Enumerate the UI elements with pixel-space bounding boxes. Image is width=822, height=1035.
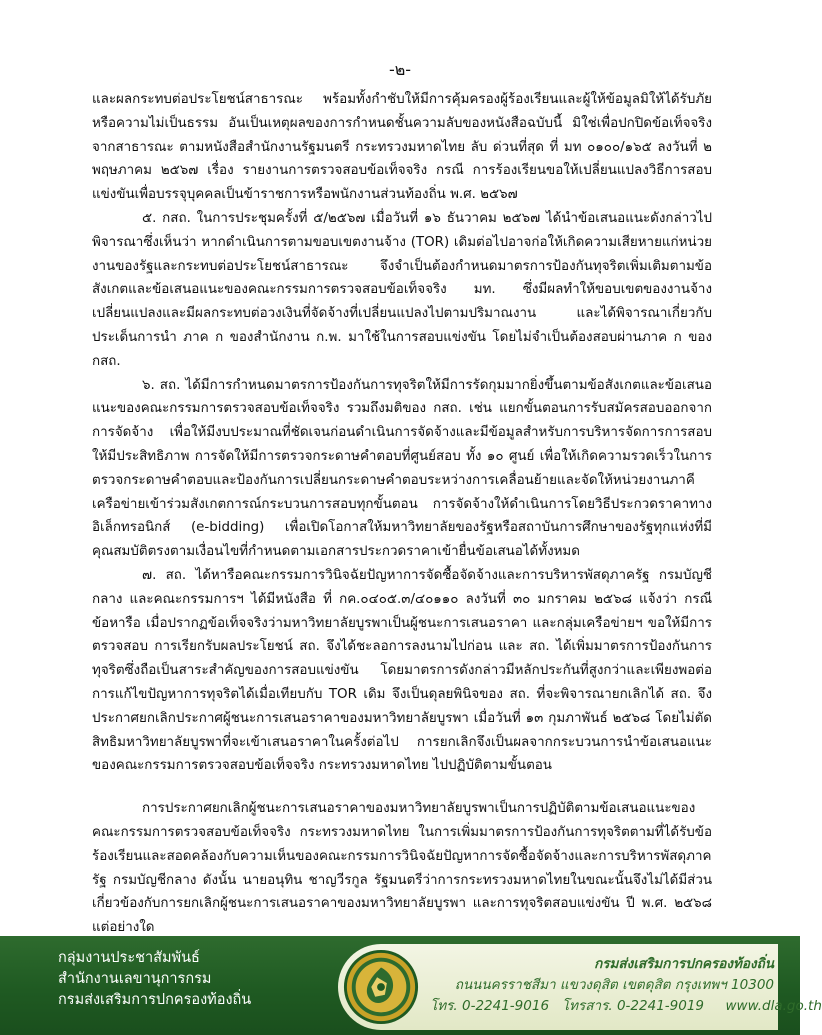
footer-office-line: สำนักงานเลขานุการกรม <box>58 971 212 987</box>
paragraph-item-7: ๗. สถ. ได้หารือคณะกรรมการวินิจฉัยปัญหาการจัดซื้อจัดจ้างและการบริหารพัสดุภาครัฐ กรมบัญชีกลาง และคณะกรรมการฯ ได้มีหนังสือ ที่ กค.๐๔๐๕.๓/๔๐๑๑๐ ลงวันที่ ๓๐ มกราคม ๒๕๖๘ แจ้งว่า กรณีข้อหารือ เมื่อปรากฏข้อเท็จจริงว่ามหาวิทยาลัยบูรพาเป็นผู้ชนะการเสนอราคา และกลุ่มเครือข่ายฯ ขอให้มีการตรวจสอบ การเรียกรับผลประโยชน์ สถ. จึงได้ชะลอการลงนามไปก่อน และ สถ. ได้เพิ่มมาตรการป้องกันการทุจริตซึ่งถือเป็นสาระสำคัญของการสอบแข่งขัน โดยมาตรการดังกล่าวมีหลักประกันที่สูงกว่าและเพียงพอต่อการแก้ไขปัญหาการทุจริตได้เมื่อเทียบกับ TOR เดิม จึงเป็นดุลยพินิจของ สถ. ที่จะพิจารณายกเลิกได้ สถ. จึงประกาศยกเลิกประกาศผู้ชนะการเสนอราคาของมหาวิทยาลัยบูรพา เมื่อวันที่ ๑๓ กุมภาพันธ์ ๒๕๖๘ โดยไม่ตัดสิทธิมหาวิทยาลัยบูรพาที่จะเข้าเสนอราคาในครั้งต่อไป การยกเลิกจึงเป็นผลจากกระบวนการนำข้อเสนอแนะของคณะกรรมการตรวจสอบข้อเท็จจริง กระทรวงมหาดไทย ไปปฏิบัติตามขั้นตอน <box>92 567 712 774</box>
paragraph-item-5: ๕. กสถ. ในการประชุมครั้งที่ ๕/๒๕๖๗ เมื่อวันที่ ๑๖ ธันวาคม ๒๕๖๗ ได้นำข้อเสนอแนะดังกล่าวไปพิจารณาซึ่งเห็นว่า หากดำเนินการตามขอบเขตงานจ้าง (TOR) เดิมต่อไปอาจก่อให้เกิดความเสียหายแก่หน่วยงานของรัฐและกระทบต่อประโยชน์สาธารณะ จึงจำเป็นต้องกำหนดมาตรการป้องกันทุจริตเพิ่มเติมตามข้อสังเกตและข้อเสนอแนะของคณะกรรมการตรวจสอบข้อเท็จจริง มท. ซึ่งมีผลทำให้ขอบเขตของงานจ้างเปลี่ยนแปลงและมีผลกระทบต่อวงเงินที่จัดจ้างที่เปลี่ยนแปลงไปตามปริมาณงาน และได้พิจารณาเกี่ยวกับประเด็นการนำ ภาค ก ของสำนักงาน ก.พ. มาใช้ในการสอบแข่งขัน โดยไม่จำเป็นต้องสอบผ่านภาค ก ของ กสถ. <box>92 210 712 369</box>
paragraph-continuation: และผลกระทบต่อประโยชน์สาธารณะ พร้อมทั้งกำชับให้มีการคุ้มครองผู้ร้องเรียนและผู้ให้ข้อมูลมิให้ได้รับภัยหรือความไม่เป็นธรรม อันเป็นเหตุผลของการกำหนดชั้นความลับของหนังสือฉบับนี้ มิใช่เพื่อปกปิดข้อเท็จจริงจากสาธารณะ ตามหนังสือสำนักงานรัฐมนตรี กระทรวงมหาดไทย ลับ ด่วนที่สุด ที่ มท ๐๑๐๐/๑๖๕ ลงวันที่ ๒ พฤษภาคม ๒๕๖๗ เรื่อง รายงานการตรวจสอบข้อเท็จจริง กรณี การร้องเรียนขอให้เปลี่ยนแปลงวิธีการสอบแข่งขันเพื่อบรรจุบุคคลเป็นข้าราชการหรือพนักงานส่วนท้องถิ่น พ.ศ. ๒๕๖๗ <box>92 92 712 203</box>
paragraph-conclusion: การประกาศยกเลิกผู้ชนะการเสนอราคาของมหาวิทยาลัยบูรพาเป็นการปฏิบัติตามข้อเสนอแนะของคณะกรรมการตรวจสอบข้อเท็จจริง กระทรวงมหาดไทย ในการเพิ่มมาตรการป้องกันการทุจริตตามที่ได้รับข้อร้องเรียนและสอดคล้องกับความเห็นของคณะกรรมการวินิจฉัยปัญหาการจัดซื้อจัดจ้างและการบริหารพัสดุภาครัฐ กรมบัญชีกลาง ดังนั้น นายอนุทิน ชาญวีรกูล รัฐมนตรีว่าการกระทรวงมหาดไทยในขณะนั้นจึงไม่ได้มีส่วนเกี่ยวข้องกับการยกเลิกผู้ชนะการเสนอราคาของมหาวิทยาลัยบูรพา และการทุจริตสอบแข่งขัน ปี พ.ศ. ๒๕๖๘ แต่อย่างใด <box>92 801 712 936</box>
footer-phone: โทร. 0-2241-9016 <box>430 998 550 1014</box>
dla-seal-logo-icon <box>342 948 420 1026</box>
footer-contact-panel <box>338 944 822 1030</box>
footer-banner <box>0 936 822 1035</box>
document-body <box>92 88 712 940</box>
footer-department <box>58 948 251 1011</box>
page-number: -๒- <box>388 60 412 79</box>
footer-unit-line: กลุ่มงานประชาสัมพันธ์ <box>58 950 200 966</box>
footer-org-name: กรมส่งเสริมการปกครองท้องถิ่น <box>594 956 774 972</box>
footer-agency-line: กรมส่งเสริมการปกครองท้องถิ่น <box>58 992 252 1008</box>
footer-website-link[interactable]: www.dla.go.th <box>725 998 822 1014</box>
footer-contact-info <box>430 954 822 1017</box>
footer-address: ถนนนครราชสีมา แขวงดุสิต เขตดุสิต กรุงเทพฯ 10300 <box>454 977 774 993</box>
footer-contact-line <box>430 996 822 1017</box>
footer-fax: โทรสาร. 0-2241-9019 <box>561 998 705 1014</box>
paragraph-item-6: ๖. สถ. ได้มีการกำหนดมาตรการป้องกันการทุจริตให้มีการรัดกุมมากยิ่งขึ้นตามข้อสังเกตและข้อเสนอแนะของคณะกรรมการตรวจสอบข้อเท็จจริง รวมถึงมติของ กสถ. เช่น แยกขั้นตอนการรับสมัครสอบออกจากการจัดจ้าง เพื่อให้มีงบประมาณที่ชัดเจนก่อนดำเนินการจัดจ้างและมีข้อมูลสำหรับการบริหารจัดการการสอบให้มีประสิทธิภาพ การจัดให้มีการตรวจกระดาษคำตอบที่ศูนย์สอบ ทั้ง ๑๐ ศูนย์ เพื่อให้เกิดความรวดเร็วในการตรวจกระดาษคำตอบและป้องกันการเปลี่ยนกระดาษคำตอบระหว่างการเคลื่อนย้ายและจัดให้หน่วยงานภาคีเครือข่ายเข้าร่วมสังเกตการณ์กระบวนการสอบทุกขั้นตอน การจัดจ้างให้ดำเนินการโดยวิธีประกวดราคาทางอิเล็กทรอนิกส์ (e-bidding) เพื่อเปิดโอกาสให้มหาวิทยาลัยของรัฐหรือสถาบันการศึกษาของรัฐทุกแห่งที่มีคุณสมบัติตรงตามเงื่อนไขที่กำหนดตามเอกสารประกวดราคาเข้ายื่นข้อเสนอได้ทั้งหมด <box>92 377 712 560</box>
